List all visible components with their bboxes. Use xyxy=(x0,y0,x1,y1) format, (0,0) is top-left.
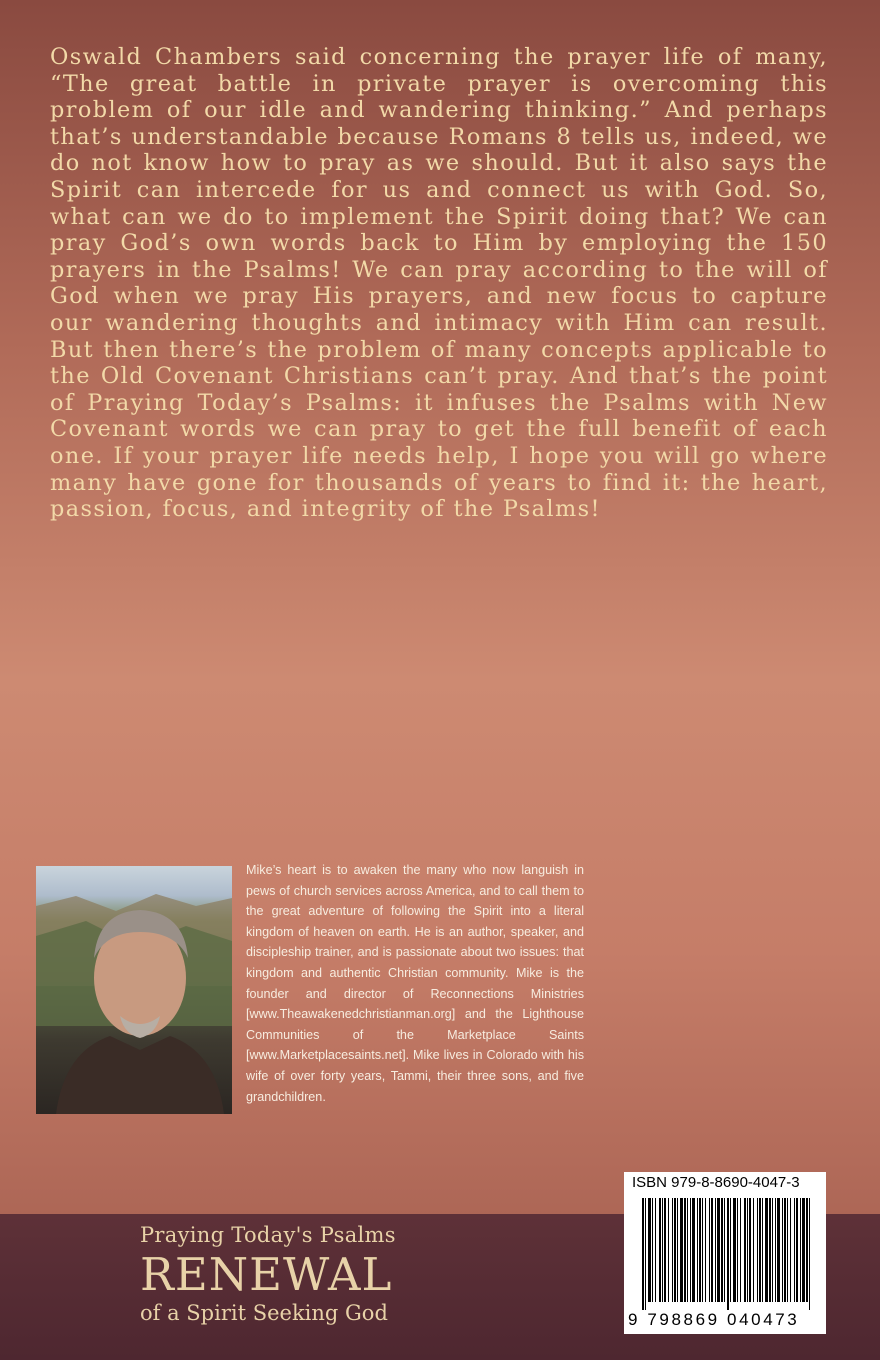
author-bio: Mike’s heart is to awaken the many who now languish in pews of church services across America, and to call them to the great adventure of following the Spirit into a literal kingdom of heaven on earth. He is an author, speaker, and discipleship trainer, and is passionate about two issues: that kingdom and authentic Christian community. Mike is the founder and director of Reconnections Ministries [www.Theawakenedchristianman.org] and the Lighthouse Communities of the Marketplace Saints [www.Marketplacesaints.net]. Mike lives in Colorado with his wife of over forty years, Tammi, their three sons, and five grandchildren. xyxy=(246,863,584,1104)
barcode-bar xyxy=(642,1198,644,1310)
barcode-bar xyxy=(769,1198,771,1302)
book-title-block xyxy=(140,1220,396,1326)
barcode-bar xyxy=(809,1198,810,1310)
barcode-bar xyxy=(655,1198,656,1302)
barcode-bar xyxy=(757,1198,758,1302)
barcode-bar xyxy=(775,1198,776,1302)
barcode-bar xyxy=(659,1198,661,1302)
back-cover-blurb: Oswald Chambers said concerning the prayer life of many, “The great battle in private prayer is overcoming this problem of our idle and wandering thinking.” And perhaps that’s understandable because Romans 8 tells us, indeed, we do not know how to pray as we should. But it also says the Spirit can intercede for us and connect us with God. So, what can we do to implement the Spirit doing that? We can pray God’s own words back to Him by employing the 150 prayers in the Psalms! We can pray according to the will of God when we pray His prayers, and new focus to capture our wandering thoughts and intimacy with Him can result. But then there’s the problem of many concepts applicable to the Old Covenant Christians can’t pray. And that’s the point of Praying Today’s Psalms: it infuses the Psalms with New Covenant words we can pray to get the full benefit of each one. If your prayer life needs help, I hope you will go where many have gone for thousands of years to find it: the heart, passion, focus, and integrity of the Psalms! xyxy=(50,44,828,523)
barcode-digits: 9 798869 040473 xyxy=(628,1310,800,1329)
barcode-bar xyxy=(697,1198,698,1302)
barcode-bar xyxy=(733,1198,736,1302)
isbn-barcode-box xyxy=(624,1172,826,1334)
barcode-bar xyxy=(699,1198,701,1302)
barcode-bar xyxy=(662,1198,663,1302)
series-title: Praying Today's Psalms xyxy=(140,1223,396,1247)
barcode-bar xyxy=(664,1198,666,1302)
barcode-bar xyxy=(715,1198,716,1302)
barcode-bar xyxy=(645,1198,646,1310)
barcode-bar xyxy=(677,1198,678,1302)
barcode-bar xyxy=(730,1198,731,1302)
author-photo xyxy=(36,866,232,1114)
barcode-bar xyxy=(800,1198,801,1302)
barcode-bar xyxy=(684,1198,686,1302)
barcode-bar xyxy=(711,1198,713,1302)
barcode-bar xyxy=(747,1198,748,1302)
barcode-bar xyxy=(759,1198,761,1302)
barcode-bar xyxy=(794,1198,795,1302)
barcode-bar xyxy=(772,1198,773,1302)
barcode-bar xyxy=(702,1198,703,1302)
barcode-bar xyxy=(787,1198,788,1302)
barcode-bar xyxy=(784,1198,786,1302)
barcode-bar xyxy=(721,1198,723,1302)
barcode-bar xyxy=(744,1198,746,1302)
barcode-bar xyxy=(674,1198,676,1302)
barcode-bar xyxy=(806,1198,808,1302)
main-title: RENEWAL xyxy=(140,1248,393,1301)
barcode-bar xyxy=(680,1198,683,1302)
barcode-bar xyxy=(672,1198,673,1302)
barcode-bar xyxy=(777,1198,780,1302)
barcode-bar xyxy=(737,1198,738,1302)
barcode-icon xyxy=(624,1194,826,1310)
barcode-bar xyxy=(668,1198,669,1302)
barcode-bar xyxy=(705,1198,706,1302)
isbn-label: ISBN 979-8-8690-4047-3 xyxy=(632,1174,800,1191)
barcode-bar xyxy=(652,1198,653,1302)
barcode-bar xyxy=(762,1198,763,1302)
barcode-bar xyxy=(782,1198,783,1302)
barcode-bar xyxy=(648,1198,651,1302)
barcode-bar xyxy=(709,1198,710,1302)
barcode-bar xyxy=(724,1198,725,1302)
barcode-bar xyxy=(753,1198,754,1302)
barcode-bar xyxy=(765,1198,768,1302)
barcode-bar xyxy=(796,1198,798,1302)
barcode-bar xyxy=(802,1198,805,1302)
barcode-bar xyxy=(687,1198,688,1302)
barcode-bar xyxy=(727,1198,729,1310)
barcode-bar xyxy=(690,1198,691,1302)
barcode-bar xyxy=(749,1198,751,1302)
barcode-bar xyxy=(790,1198,791,1302)
barcode-bar xyxy=(692,1198,695,1302)
barcode-bar xyxy=(740,1198,741,1302)
barcode-bar xyxy=(717,1198,720,1302)
subtitle: of a Spirit Seeking God xyxy=(140,1301,388,1325)
